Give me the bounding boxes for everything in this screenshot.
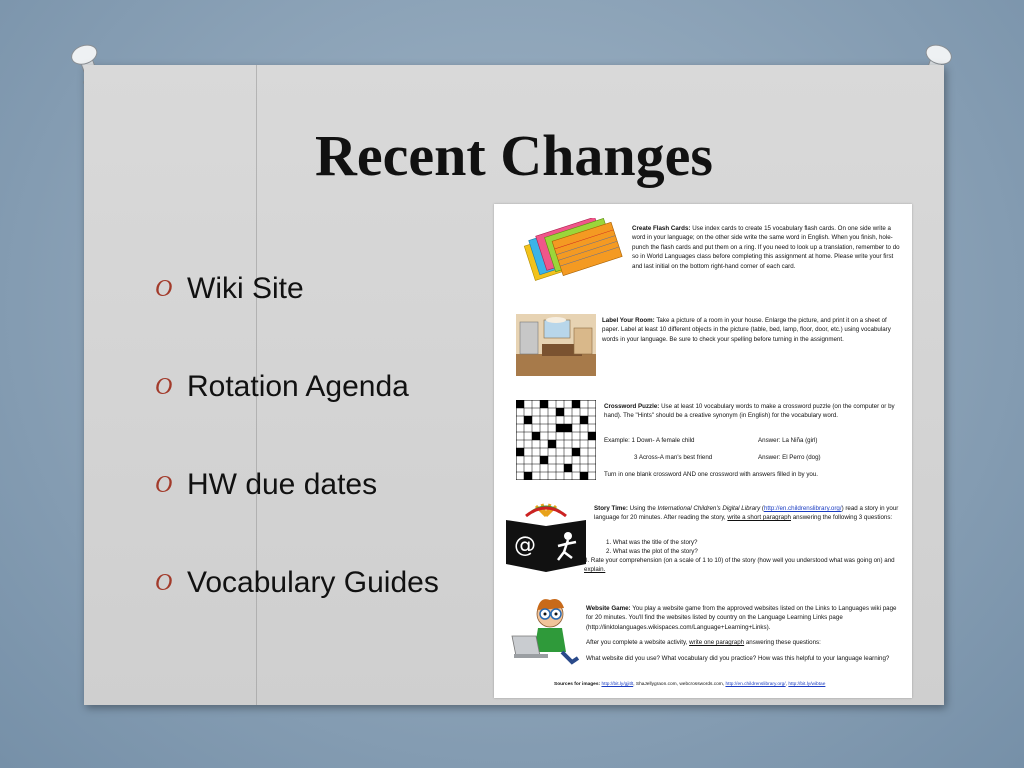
- crossword-grid-icon: [516, 400, 596, 485]
- room-photo-icon: [516, 314, 596, 381]
- bullet-item: [155, 338, 439, 436]
- slide-title: Recent Changes: [315, 123, 713, 188]
- website-game-body: You play a website game from the approved websites listed on the Links to Languages wiki page for 20 minutes. You'll find the websites listed by country on the Language Learning Links page (http://linktolanguages.wikispaces.com/Language+Learning+Links).: [586, 605, 897, 631]
- sources-mid: , ShaJellygraon.com, webcrosswords.com,: [633, 682, 725, 687]
- bullet-text-rotation-agenda: Rotation Agenda: [187, 370, 409, 403]
- crossword-example2-answer: Answer: El Perro (dog): [758, 454, 821, 461]
- bullet-marker: O: [155, 569, 173, 596]
- sources-link-2[interactable]: http://en.childrenslibrary.org/: [725, 682, 786, 687]
- sources-link-3[interactable]: http://bit.ly/wibtae: [788, 682, 826, 687]
- bullet-text-wiki-site: Wiki Site: [187, 272, 304, 305]
- website-after-link: write one paragraph: [689, 639, 745, 646]
- website-after-1: After you complete a website activity,: [586, 639, 688, 646]
- story-intro-1: Using the: [629, 505, 656, 512]
- bullet-text-hw-due-dates: HW due dates: [187, 468, 378, 501]
- open-book-reader-icon: [502, 502, 590, 579]
- flash-cards-section: [632, 224, 900, 271]
- sources-sep: ,: [785, 682, 787, 687]
- crossword-footer: Turn in one blank crossword AND one crossword with answers filled in by you.: [604, 471, 819, 478]
- label-room-heading: Label Your Room:: [602, 317, 655, 324]
- bullet-list: [155, 240, 439, 632]
- crossword-body: Use at least 10 vocabulary words to make a crossword puzzle (on the computer or by hand). The "Hints" should be a creative synonym (in English) for the vocabulary word.: [604, 403, 895, 420]
- website-after-text: [586, 638, 900, 647]
- story-question-3-text: 3. Rate your comprehension (on a scale of 1 to 10) of the story (how well you understood what was going on) and: [584, 557, 895, 564]
- sources-label: Sources for images:: [554, 682, 601, 687]
- crossword-heading: Crossword Puzzle:: [604, 403, 660, 410]
- bullet-marker: O: [155, 373, 173, 400]
- story-question-3-link: explain.: [584, 566, 606, 574]
- flash-cards-icon: [516, 218, 626, 289]
- crossword-section: [604, 402, 900, 421]
- label-room-section: [602, 316, 902, 344]
- svg-text:@: @: [514, 533, 536, 558]
- story-intro-2: read a story in your language for 20 minutes. After reading the story,: [594, 505, 899, 522]
- website-game-heading: Website Game:: [586, 605, 631, 612]
- website-questions: What website did you use? What vocabulary did you practice? How was this helpful to your language learning?: [586, 655, 890, 662]
- story-intro-3: answering the following 3 questions:: [792, 514, 893, 522]
- assignment-document-image: [494, 204, 912, 698]
- kid-with-laptop-icon: [510, 596, 582, 673]
- bullet-item: [155, 240, 439, 338]
- story-library-name: International Children's Digital Library: [657, 505, 761, 512]
- bullet-marker: O: [155, 275, 173, 302]
- story-question-3: [584, 556, 902, 575]
- bullet-text-vocabulary-guides: Vocabulary Guides: [187, 566, 439, 599]
- crossword-example1-clue: Example: 1 Down- A female child: [604, 437, 695, 444]
- story-question-2: 2. What was the plot of the story?: [606, 548, 698, 555]
- label-room-body: Take a picture of a room in your house. Enlarge the picture, and print it on a sheet of paper. Label at least 10 different objects in the picture (table, bed, lamp, floor, door, etc.) using vocabulary words in your language. Be sure to check your spelling before turning in the assignment.: [602, 317, 891, 343]
- bullet-item: [155, 436, 439, 534]
- story-intro-link: write a short paragraph: [727, 514, 791, 522]
- bullet-item: [155, 534, 439, 632]
- website-game-section: [586, 604, 900, 632]
- story-question-1: 1. What was the title of the story?: [606, 539, 698, 546]
- website-after-2: answering these questions:: [745, 639, 821, 646]
- crossword-example2-clue: 3 Across-A man's best friend: [634, 454, 713, 461]
- story-time-section: Story Time: Using the International Children's Digital Library (http://en.childrenslibrary.org/) read a story in your language for 20 minutes. After reading the story, write a short paragraph answering the following 3 questions:: [594, 505, 899, 522]
- flash-cards-heading: Create Flash Cards:: [632, 225, 691, 232]
- story-library-link[interactable]: http://en.childrenslibrary.org/: [763, 505, 842, 512]
- crossword-example1-answer: Answer: La Niña (girl): [758, 437, 818, 444]
- sources-link-1[interactable]: http://bit.ly/gjitlt: [601, 682, 634, 687]
- story-time-heading: Story Time:: [594, 505, 628, 512]
- bullet-marker: O: [155, 471, 173, 498]
- flash-cards-body: Use index cards to create 15 vocabulary flash cards. On one side write a word in your language; on the other side write the same word in English. When you finish, hole-punch the flash cards and put them on a ring. If you need to look up a translation, remember to do so in World Languages class before completing this assignment at home. Please write your first and last initial on the bottom right-hand corner of each card.: [632, 225, 900, 270]
- image-sources: [554, 682, 904, 687]
